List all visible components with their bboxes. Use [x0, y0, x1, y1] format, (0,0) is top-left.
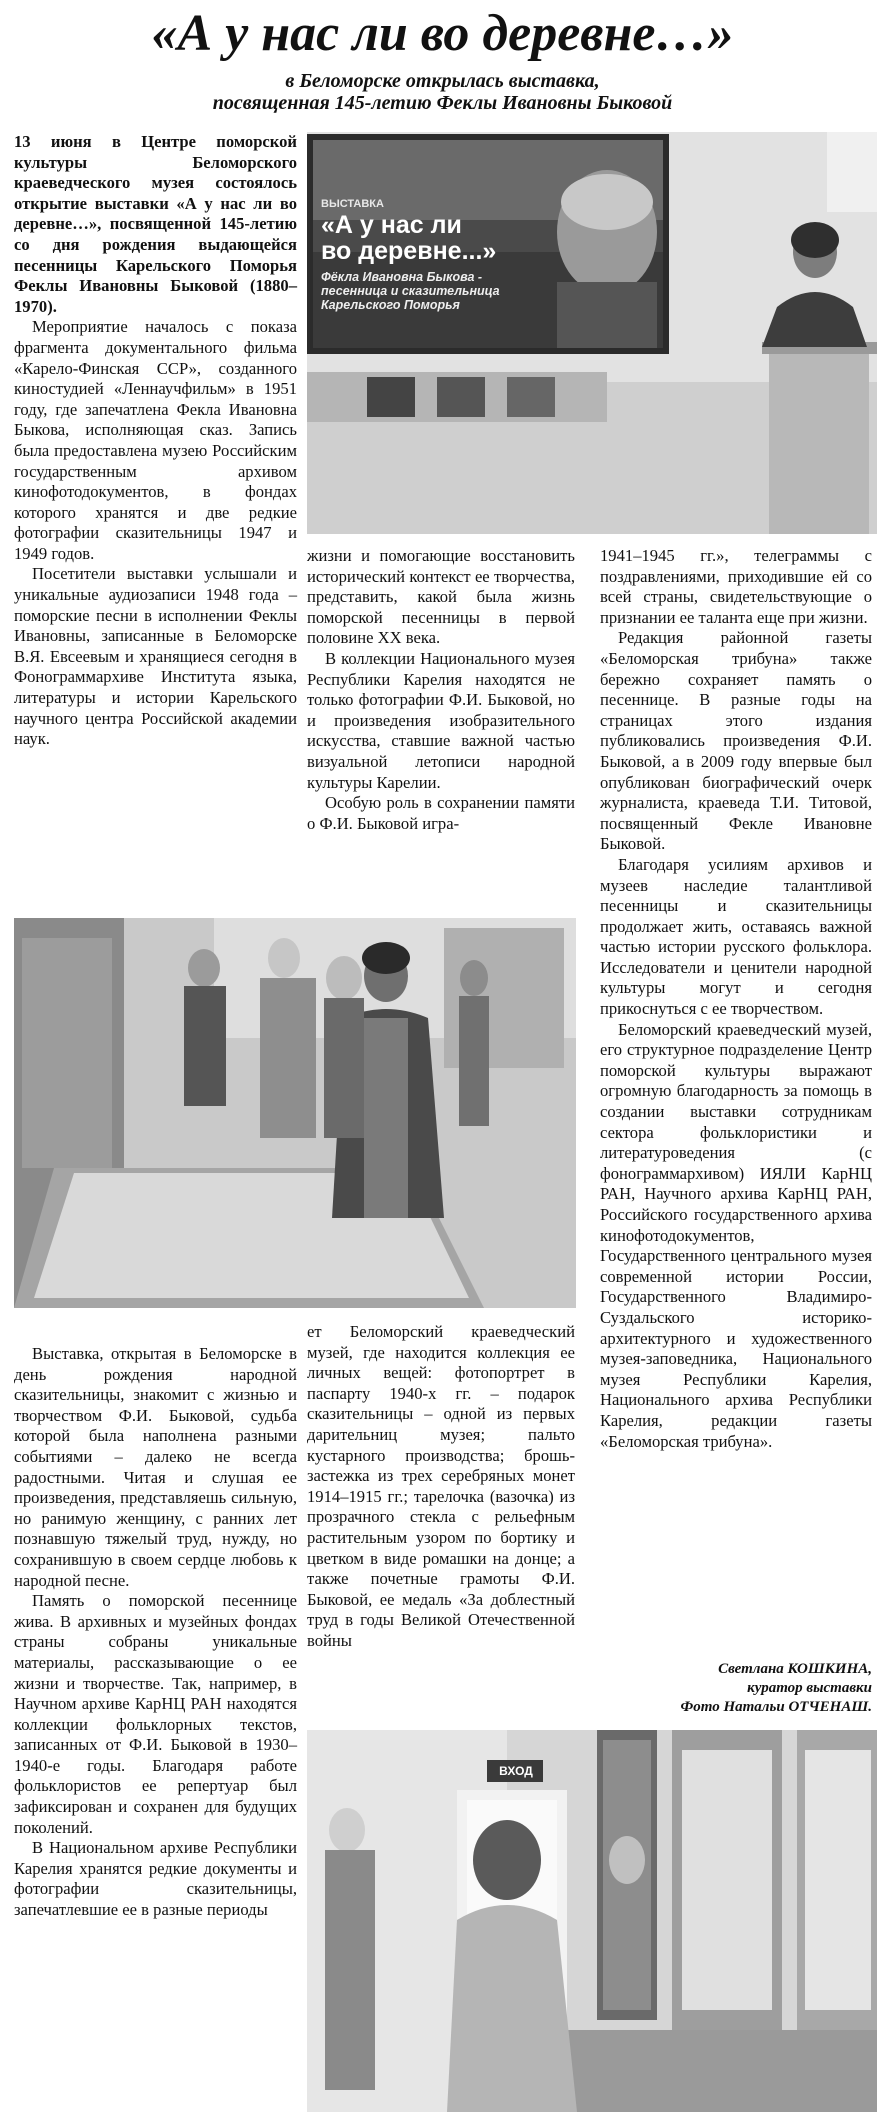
paragraph: В коллекции Национального музея Республики Карелия находятся не только фотографии Ф.И. Быковой, но и произведения изобразительного искусства, ставшие важной частью визуальной летописи народной культуры Карелии. — [307, 648, 575, 792]
column-1-bottom — [14, 1344, 297, 1921]
paragraph: Беломорский краеведческий музей, его структурное подразделение Центр поморской культуры выражают огромную благодарность за помощь в создании выставки сотрудникам сектора фольклористики и литературоведения (с фонограммархивом) ИЯЛИ КарНЦ РАН, Научного архива КарНЦ РАН, Российского государственного архива кинофотодокументов, Государственного центрального музея современной истории России, Государственного Владимиро-Суздальского историко-архитектурного и художественного музея-заповедника, Национального музея Республики Карелия, Национального архива Республики Карелия, редакции газеты «Беломорская трибуна». — [600, 1019, 872, 1451]
photo-credit-label: Фото Натальи — [680, 1699, 789, 1715]
photo-visitors — [14, 918, 576, 1308]
paragraph: Мероприятие началось с показа фрагмента документального фильма «Карело-Финская ССР», созданного киностудией «Леннаучфильм» в 1951 году, где запечатлена Фекла Ивановна Быкова, исполняющая сказ. Запись была предоставлена музею Российским государственным архивом кинофотодокументов, в фондах которого хранятся и две редкие фотографии сказительницы 1947 и 1949 годов. — [14, 317, 297, 563]
screen-title — [321, 212, 496, 264]
subheadline-line-2: посвященная 145-летию Феклы Ивановны Быковой — [212, 92, 673, 114]
screen-subtitle-line-3: Карельского Поморья — [321, 298, 460, 312]
photo-presentation — [307, 132, 877, 534]
author-role: куратор выставки — [747, 1680, 872, 1696]
screen-subtitle-line-2: песенница и сказительница — [321, 284, 500, 298]
paragraph: 1941–1945 гг.», телеграммы с поздравлениями, приходившие ей со всей страны, свидетельствующие о признании ее таланта еще при жизни. — [600, 546, 872, 627]
subheadline-line-1: в Беломорске открылась выставка, — [285, 70, 600, 92]
author-first-name: Светлана — [718, 1661, 788, 1677]
paragraph: Посетители выставки услышали и уникальные аудиозаписи 1948 года – поморские песни в исполнении Феклы Ивановны, записанные в Беломорске В.Я. Евсеевым и хранящиеся сегодня в Фонограммархиве Института языка, литературы и истории Карельского научного центра Российской академии наук. — [14, 564, 297, 749]
screen-label: ВЫСТАВКА — [321, 198, 384, 210]
photo-exhibition-stands — [307, 1730, 877, 2112]
photo-credit-name: ОТЧЕНАШ. — [788, 1699, 872, 1715]
screen-subtitle — [321, 270, 500, 312]
paragraph: Особую роль в сохранении памяти о Ф.И. Быковой игра- — [307, 793, 575, 833]
photo-presentation-scene — [307, 132, 877, 534]
column-3 — [600, 546, 872, 1452]
headline: «А у нас ли во деревне…» — [151, 5, 734, 62]
column-2-bottom — [307, 1322, 575, 1652]
column-1-top — [14, 132, 297, 750]
paragraph: жизни и помогающие восстановить исторический контекст ее творчества, представить, какой была жизнь поморской песенницы в первой половине XX века. — [307, 546, 575, 648]
photo-credit — [600, 1698, 872, 1717]
entrance-sign: ВХОД — [499, 1764, 533, 1778]
paragraph: Память о поморской песеннице жива. В архивных и музейных фондах страны собраны уникальные материалы, рассказывающие о ее жизни и творчестве. Так, например, в Научном архиве КарНЦ РАН находятся коллекции фольклорных текстов, записанных от Ф.И. Быковой в 1930–1940-е годы. Благодаря работе фольклористов ее репертуар был зафиксирован и сохранен для будущих поколений. — [14, 1591, 297, 1837]
paragraph: В Национальном архиве Республики Карелия хранятся редкие документы и фотографии сказительницы, запечатлевшие ее в разные периоды — [14, 1838, 297, 1920]
subheadline — [0, 70, 885, 114]
paragraph: Редакция районной газеты «Беломорская трибуна» также бережно сохраняет память о песеннице. В разные годы на страницах этого издания публиковались произведения Ф.И. Быковой, а в 2009 году впервые был опубликован биографический очерк журналиста, краеведа Т.И. Титовой, посвященный Фекле Ивановне Быковой. — [600, 628, 872, 854]
photo-exhibition-scene — [307, 1730, 877, 2112]
screen-subtitle-line-1: Фёкла Ивановна Быкова - — [321, 270, 483, 284]
author-line — [600, 1660, 872, 1679]
screen-title-line-2: во деревне...» — [321, 237, 497, 265]
lead-paragraph: 13 июня в Центре поморской культуры Беломорского краеведческого музея состоялось открытие выставки «А у нас ли во деревне…», посвященной 145-летию со дня рождения выдающейся песенницы Карельского Поморья Феклы Ивановны Быковой (1880–1970). — [14, 132, 297, 316]
paragraph: ет Беломорский краеведческий музей, где находится коллекция ее личных вещей: фотопортрет в паспарту 1940-х гг. – подарок сказительницы – одной из первых дарительниц музея; пальто кустарного производства; брошь-застежка из трех серебряных монет 1914–1915 гг.; тарелочка (вазочка) из прозрачного стекла с рельефным растительным узором по бортику и цветком в виде ромашки на донце; а также почетные грамоты Ф.И. Быковой, ее медаль «За доблестный труд в годы Великой Отечественной войны — [307, 1322, 575, 1650]
screen-title-line-1: «А у нас ли — [321, 211, 462, 239]
paragraph: Благодаря усилиям архивов и музеев наследие талантливой песенницы и сказительницы продолжает жить, оставаясь важной частью истории русского фольклора. Исследователи и ценители народной культуры могут и сегодня прикоснуться с ее творчеством. — [600, 854, 872, 1019]
byline — [600, 1660, 872, 1717]
photo-visitors-scene — [14, 918, 576, 1308]
paragraph: Выставка, открытая в Беломорске в день рождения народной сказительницы, знакомит с жизнью и творчеством Ф.И. Быковой, судьба которой была наполнена разными событиями – далеко не всегда радостными. Читая и слушая ее произведения, представляешь сильную, но ранимую женщину, с ранних лет познавшую тяжелый труд, нужду, но сохранившую в своем сердце любовь к народной песне. — [14, 1344, 297, 1590]
author-last-name: КОШКИНА, — [787, 1661, 872, 1677]
column-2-top — [307, 546, 575, 834]
